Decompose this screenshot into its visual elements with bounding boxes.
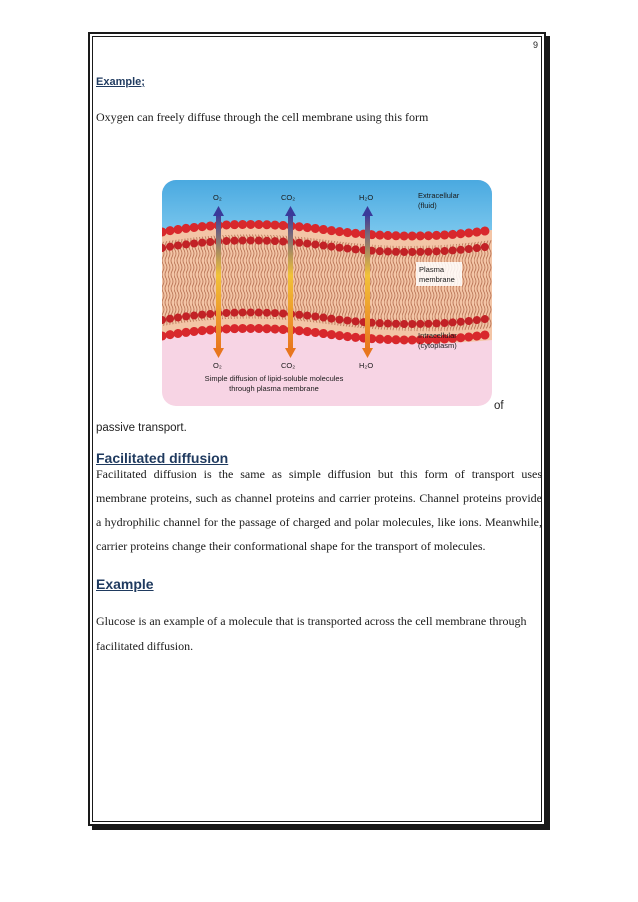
of-text: of bbox=[494, 400, 504, 412]
passive-transport-text: passive transport. bbox=[96, 422, 187, 434]
intracellular-sub-label: (cytoplasm) bbox=[418, 341, 457, 350]
caption-line1: Simple diffusion of lipid-soluble molecules bbox=[204, 374, 344, 383]
facilitated-diffusion-heading: Facilitated diffusion bbox=[96, 450, 229, 466]
h2o-top-label: H₂O bbox=[359, 193, 374, 202]
membrane-diagram-svg bbox=[162, 180, 492, 406]
page-border-shadow-bottom bbox=[92, 826, 550, 830]
o2-top-label: O₂ bbox=[213, 193, 222, 202]
facilitated-diffusion-paragraph: Facilitated diffusion is the same as simple diffusion but this form of transport uses membrane proteins, such as channel proteins and carrier proteins. Channel proteins provide a hydrophilic channel for the passage of charged and polar molecules, like ions. Meanwhile, carrier proteins change their conformational shape for the transport of molecules. bbox=[96, 467, 542, 553]
plasma-sub-label: membrane bbox=[419, 275, 455, 284]
h2o-bottom-label: H₂O bbox=[359, 361, 374, 370]
caption-line2: through plasma membrane bbox=[229, 384, 319, 393]
page-number: 9 bbox=[532, 40, 538, 50]
example-heading: Example; bbox=[96, 76, 145, 88]
plasma-label: Plasma bbox=[419, 265, 445, 274]
intro-text: Oxygen can freely diffuse through the cell membrane using this form bbox=[96, 110, 429, 124]
co2-top-label: CO₂ bbox=[281, 193, 296, 202]
example2-heading: Example bbox=[96, 576, 154, 592]
o2-bottom-label: O₂ bbox=[213, 361, 222, 370]
intracellular-label: Intracellular bbox=[418, 331, 457, 340]
extracellular-label: Extracellular bbox=[418, 191, 460, 200]
extracellular-sub-label: (fluid) bbox=[418, 201, 437, 210]
membrane-diagram bbox=[162, 180, 492, 406]
co2-bottom-label: CO₂ bbox=[281, 361, 296, 370]
glucose-example-paragraph: Glucose is an example of a molecule that is transported across the cell membrane through facilitated diffusion. bbox=[96, 614, 527, 653]
page-border-shadow-right bbox=[546, 36, 550, 830]
